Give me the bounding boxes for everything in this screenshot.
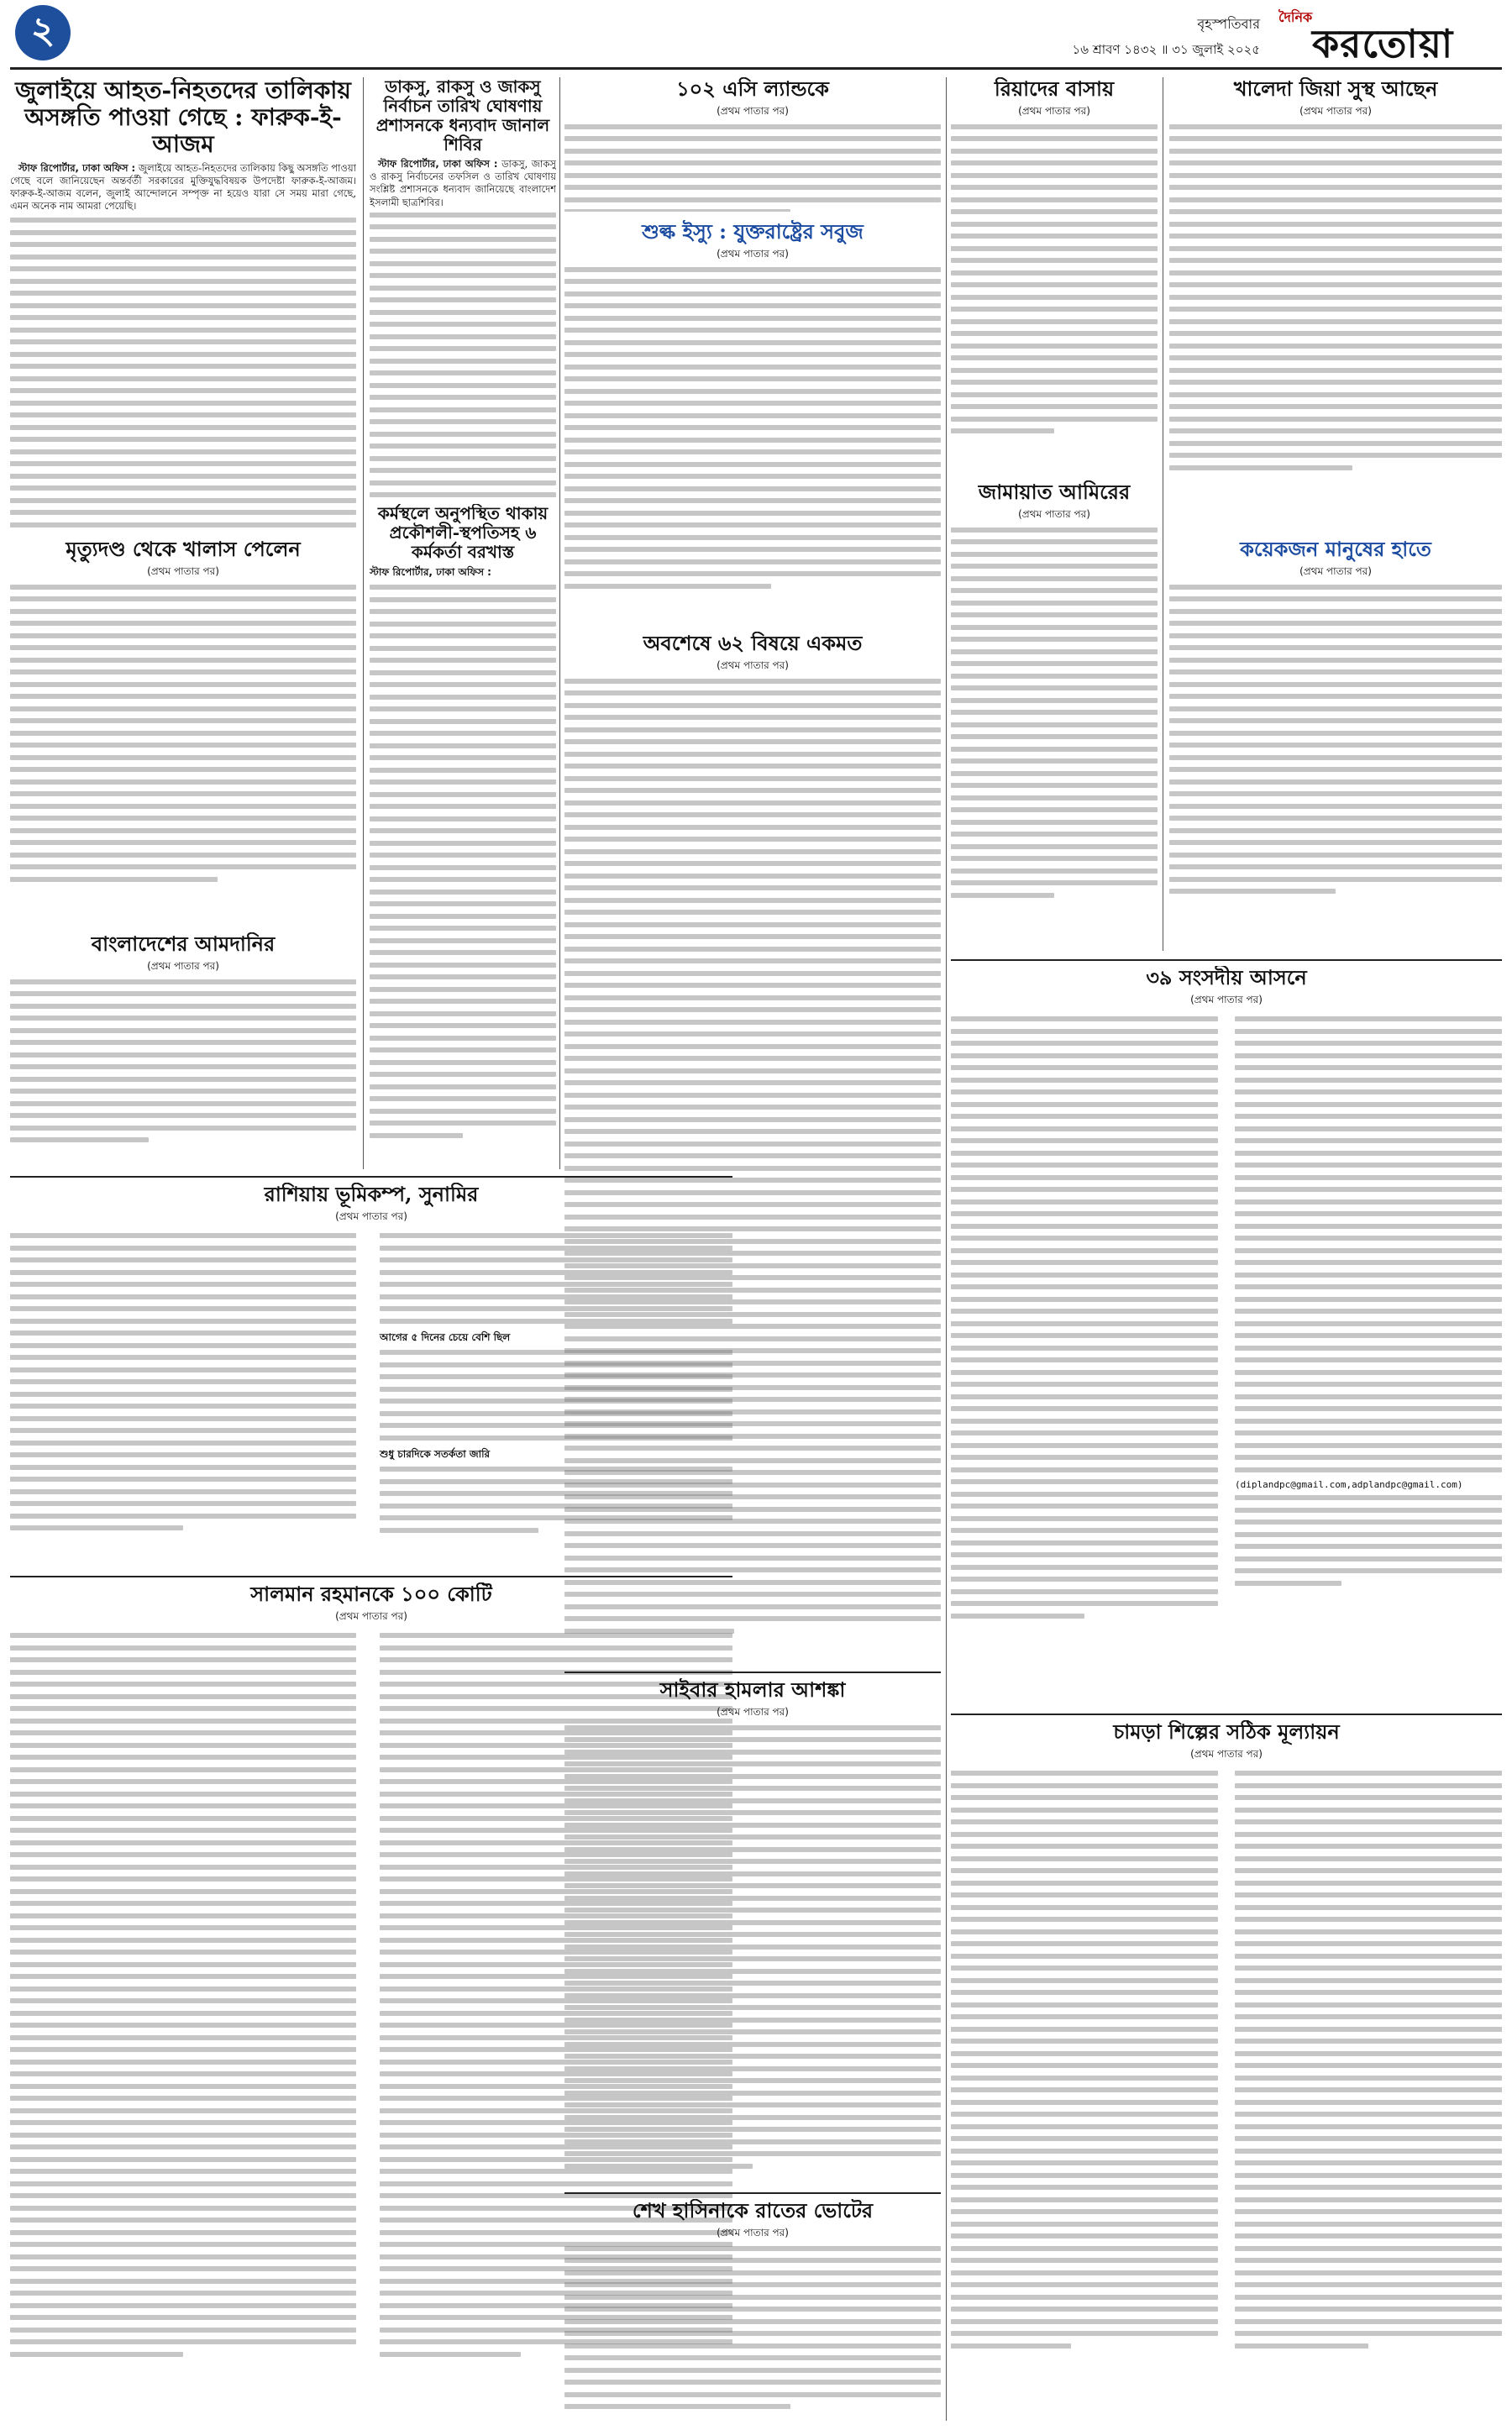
text-lines-right [1235,1771,1502,2355]
byline: স্টাফ রিপোর্টার, ঢাকা অফিস : [370,566,491,578]
continuation-note: (প্রথম পাতার পর) [335,1609,407,1622]
text-lines [1169,585,1502,895]
article-riyad [951,77,1158,472]
article-cyber [564,1678,941,2182]
continuation-note: (প্রথম পাতার পর) [717,247,789,260]
section-rule [564,1672,941,1673]
article-dakshu [370,77,556,497]
byline: স্টাফ রিপোর্টার, ঢাকা অফিস : [18,161,136,174]
continuation-note: (প্রথম পাতার পর) [1299,564,1372,577]
article-lab [564,77,941,212]
headline: রাশিয়ায় ভূমিকম্প, সুনামির [264,1183,479,1206]
masthead-rule [10,67,1502,70]
article-july [10,77,356,531]
quote: ফারুক-ই-আজম বলেন, জুলাই আন্দোলনে সম্পৃক্ত না হয়েও যারা সে সময় মারা গেছে, এমন অনেক নাম আমরা পেয়েছি। [10,186,356,213]
headline: জামায়াত আমিরের [978,480,1131,504]
continuation-note: (প্রথম পাতার পর) [1018,104,1090,117]
text-lines [1169,124,1502,470]
logo-title: করতোয়া [1312,21,1454,66]
section-rule [951,1714,1502,1715]
byline: স্টাফ রিপোর্টার, ঢাকা অফিস : [378,158,498,170]
weekday: বৃহস্পতিবার [1197,16,1260,32]
lead: ডাকসু, জাকসু ও রাকসু নির্বাচনের তফসিল ও তারিখ ঘোষণায় সংশ্লিষ্ট প্রশাসনকে ধন্যবাদ জানিয়েছে বাংলাদেশ ইসলামী ছাত্রশিবির। [370,158,556,208]
headline: শেখ হাসিনাকে রাতের ভোটের [632,2199,874,2223]
text-lines [564,267,941,589]
subhead-1: আগের ৫ দিনের চেয়ে বেশি ছিল [380,1331,511,1343]
article-khaleda [1169,77,1502,531]
text-lines-right-2 [1235,1495,1502,1586]
headline: শুল্ক ইস্যু : যুক্তরাষ্ট্রের সবুজ [642,220,864,244]
text-lines [370,585,556,1138]
right-column [1235,1016,1502,1593]
article-tariff [564,220,941,623]
article-bank [370,504,556,1168]
headline: কর্মস্থলে অনুপস্থিত থাকায় প্রকৌশলী-স্থপতিসহ ৬ কর্মকর্তা বরখাস্ত [377,504,549,562]
headline: সাইবার হামলার আশঙ্কা [659,1678,846,1702]
article-koyekjon [1169,538,1502,958]
page-number: ২ [15,5,71,60]
article-seats [951,966,1502,1705]
headline: সালমান রহমানকে ১০০ কোটি [250,1582,492,1606]
section-rule [951,959,1502,961]
issue-date: ১৬ শ্রাবণ ১৪৩২ ॥ ৩১ জুলাই ২০২৫ [1072,42,1260,57]
article-jamaat [951,480,1158,951]
column-divider [363,77,364,1169]
subhead-2: শুধু চারদিকে সতর্কতা জারি [380,1448,491,1460]
continuation-note: (প্রথম পাতার পর) [717,659,789,671]
headline: ডাকসু, রাকসু ও জাকসু নির্বাচন তারিখ ঘোষণায় প্রশাসনকে ধন্যবাদ জানাল শিবির [375,77,550,155]
column-divider [946,77,947,2421]
logo-prefix: দৈনিক [1278,9,1313,25]
continuation-note: (প্রথম পাতার পর) [717,104,789,117]
continuation-note: (প্রথম পাতার পর) [1299,104,1372,117]
text-lines [564,2246,941,2410]
continuation-note: (প্রথম পাতার পর) [717,1705,789,1718]
text-lines [10,979,356,1143]
text-lines-left [951,1771,1218,2355]
article-amdani [10,932,356,1168]
text-lines [564,1725,941,2169]
continuation-note: (প্রথম পাতার পর) [335,1210,407,1222]
text-lines-right [1235,1016,1502,1472]
article-mrittudondo [10,538,356,924]
headline: জুলাইয়ে আহত-নিহতদের তালিকায় অসঙ্গতি পাওয়া গেছে : ফারুক-ই-আজম [15,77,351,159]
text-lines [564,124,941,212]
headline: বাংলাদেশের আমদানির [91,932,276,956]
newspaper-logo [1278,7,1497,66]
headline: অবশেষে ৬২ বিষয়ে একমত [643,632,863,655]
headline: কয়েকজন মানুষের হাতে [1240,538,1431,561]
continuation-note: (প্রথম পাতার পর) [147,564,219,577]
headline: খালেদা জিয়া সুস্থ আছেন [1233,77,1438,101]
masthead [0,0,1512,67]
article-consensus [564,632,941,1665]
continuation-note: (প্রথম পাতার পর) [1018,507,1090,520]
text-lines-left [951,1016,1218,1625]
article-body [10,162,356,213]
continuation-note: (প্রথম পাতার পর) [1190,1747,1263,1760]
text-lines [951,124,1158,434]
article-leather [951,1720,1502,2422]
text-lines [10,218,356,531]
continuation-note: (প্রথম পাতার পর) [1190,993,1263,1005]
continuation-note: (প্রথম পাতার পর) [717,2226,789,2238]
section-rule [564,2192,941,2194]
text-lines [564,679,941,1634]
headline: রিয়াদের বাসায় [994,77,1115,101]
lead: জুলাইয়ে আহত-নিহতদের তালিকায় কিছু অসঙ্গতি পাওয়া গেছে বলে জানিয়েছেন অন্তর্বর্তী সরকারের মুক্তিযুদ্ধবিষয়ক উপদেষ্টা ফারুক-ই-আজম। [10,161,356,186]
headline: ৩৯ সংসদীয় আসনে [1146,966,1307,989]
text-lines-left [10,1233,356,1538]
headline: চামড়া শিল্পের সঠিক মূল্যায়ন [1113,1720,1340,1744]
article-hasina [564,2199,941,2424]
text-lines [951,527,1158,898]
headline: ১০২ এসি ল্যান্ডকে [676,77,829,101]
column-divider [559,77,560,1169]
text-lines [370,213,556,497]
text-lines [10,585,356,882]
headline: মৃত্যুদণ্ড থেকে খালাস পেলেন [66,538,301,561]
article-body [370,158,556,209]
continuation-note: (প্রথম পাতার পর) [147,959,219,972]
text-lines-left [10,1633,356,2364]
contact-emails: (diplandpc@gmail.com,adplandpc@gmail.com) [1235,1479,1463,1490]
